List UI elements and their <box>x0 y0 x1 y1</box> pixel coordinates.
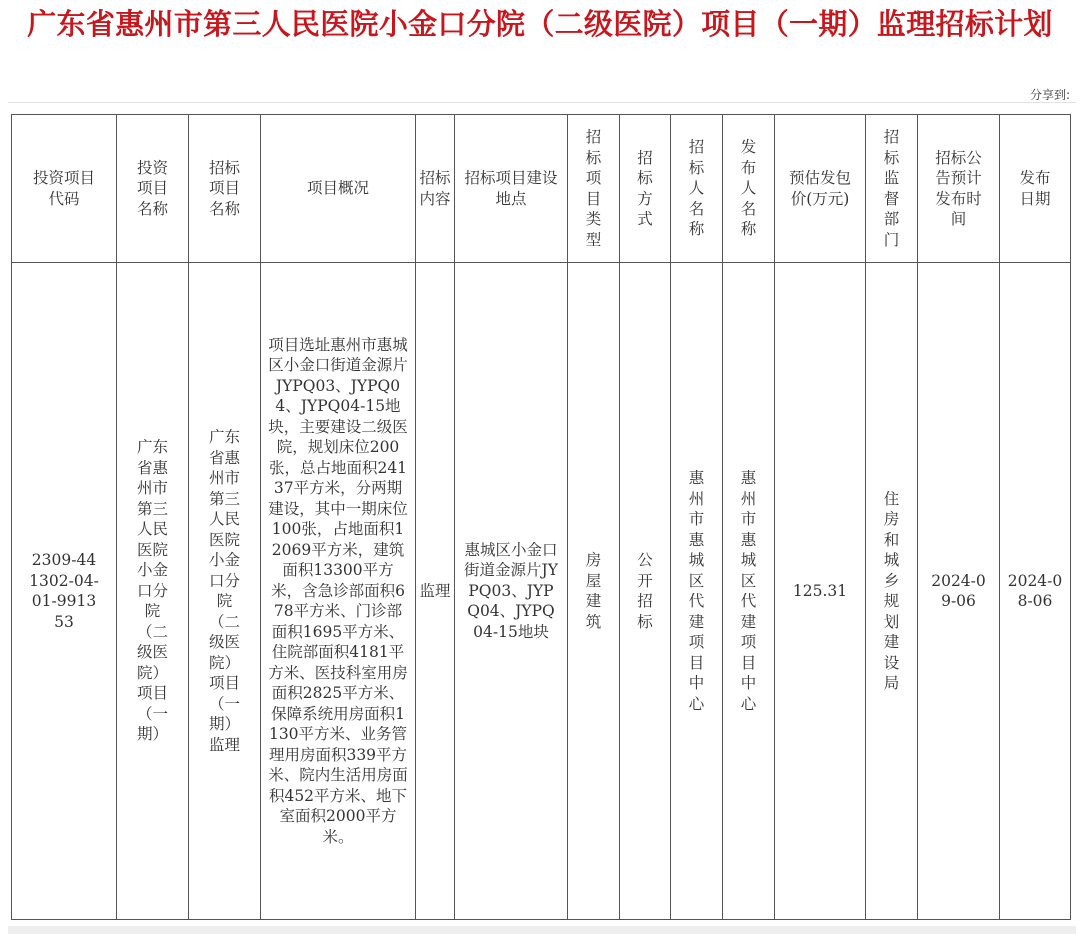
header-project-code: 投资项目代码 <box>12 115 117 263</box>
cell-content: 监理 <box>416 263 455 920</box>
cell-project-code: 2309-441302-04-01-991353 <box>12 263 117 920</box>
cell-tenderer: 惠州市惠城区代建项目中心 <box>671 263 723 920</box>
title-divider <box>8 102 1076 103</box>
share-label[interactable]: 分享到: <box>1029 88 1070 102</box>
header-tender-name: 招标项目名称 <box>189 115 261 263</box>
cell-publish-date: 2024-08-06 <box>1000 263 1071 920</box>
table-header-row <box>12 115 1071 263</box>
cell-tender-name: 广东省惠州市第三人民医院小金口分院（二级医院）项目（一期）监理 <box>189 263 261 920</box>
cell-method: 公开招标 <box>620 263 671 920</box>
header-project-name: 投资项目名称 <box>117 115 189 263</box>
cell-type: 房屋建筑 <box>568 263 620 920</box>
header-method: 招标方式 <box>620 115 671 263</box>
cell-publisher: 惠州市惠城区代建项目中心 <box>723 263 775 920</box>
header-supervisor: 招标监督部门 <box>866 115 918 263</box>
cell-price: 125.31 <box>775 263 866 920</box>
header-publisher: 发布人名称 <box>723 115 775 263</box>
header-tenderer: 招标人名称 <box>671 115 723 263</box>
header-price: 预估发包价(万元) <box>775 115 866 263</box>
cell-expected-date: 2024-09-06 <box>918 263 1000 920</box>
header-overview: 项目概况 <box>261 115 416 263</box>
cell-location: 惠城区小金口街道金源片JYPQ03、JYPQ04、JYPQ04-15地块 <box>455 263 568 920</box>
page-bottom-bar <box>8 926 1076 934</box>
tender-plan-table <box>11 114 1071 920</box>
table-row <box>12 263 1071 920</box>
cell-supervisor: 住房和城乡规划建设局 <box>866 263 918 920</box>
header-location: 招标项目建设地点 <box>455 115 568 263</box>
page-title: 广东省惠州市第三人民医院小金口分院（二级医院）项目（一期）监理招标计划 <box>27 7 1053 41</box>
header-expected-date: 招标公告预计发布时间 <box>918 115 1000 263</box>
cell-project-name: 广东省惠州市第三人民医院小金口分院（二级医院）项目（一期） <box>117 263 189 920</box>
header-type: 招标项目类型 <box>568 115 620 263</box>
header-content: 招标内容 <box>416 115 455 263</box>
cell-overview: 项目选址惠州市惠城区小金口街道金源片JYPQ03、JYPQ04、JYPQ04-15地块，主要建设二级医院，规划床位200张，总占地面积24137平方米，分两期建设，其中一期床位100张，占地面积12069平方米，建筑面积13300平方米，含急诊部面积678平方米、门诊部面积1695平方米、住院部面积4181平方米、医技科室用房面积2825平方米、保障系统用房面积1130平方米、业务管理用房面积339平方米、院内生活用房面积452平方米、地下室面积2000平方米。 <box>261 263 416 920</box>
header-publish-date: 发布日期 <box>1000 115 1071 263</box>
